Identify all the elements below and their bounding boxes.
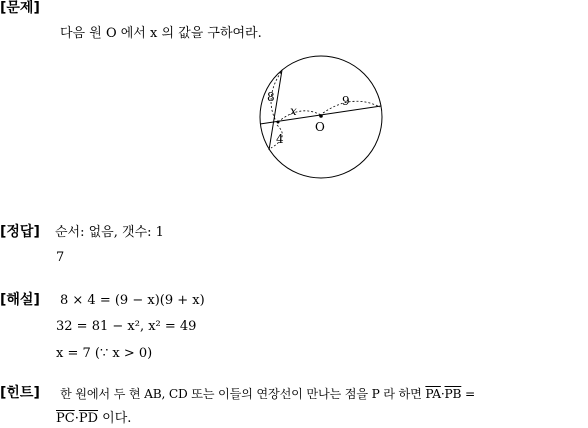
hint-label: [힌트] <box>0 385 40 401</box>
hint-line-1-text: 한 원에서 두 현 AB, CD 또는 이들의 연장선이 만나는 점을 P 라 하면 <box>60 387 426 401</box>
label-4: 4 <box>276 132 284 146</box>
solution-line-3: x = 7 (∵ x > 0) <box>56 346 153 361</box>
label-x: x <box>290 104 297 118</box>
equals-sign: = <box>461 387 475 401</box>
hint-line-2 <box>56 411 131 427</box>
segment-pb: $\overline{PB}$ <box>444 387 462 401</box>
problem-text: 다음 원 O 에서 x 의 값을 구하여라. <box>60 26 262 41</box>
hint-line-2-text: 이다. <box>98 411 132 426</box>
segment-pa: $\overline{PA}$ <box>425 387 441 401</box>
segment-pc: $\overline{PC}$ <box>56 411 75 426</box>
label-9: 9 <box>342 94 350 108</box>
problem-label: [문제] <box>0 0 40 16</box>
answer-meta: 순서: 없음, 갯수: 1 <box>55 225 164 240</box>
segment-pd: $\overline{PD}$ <box>78 411 99 426</box>
label-8: 8 <box>267 90 275 104</box>
answer-value: 7 <box>56 250 65 265</box>
solution-label: [해설] <box>0 292 40 308</box>
dot-operator-2: · <box>74 411 79 426</box>
dot-operator-1: · <box>440 387 445 401</box>
answer-label: [정답] <box>0 224 40 240</box>
hint-line-1 <box>60 386 475 402</box>
solution-line-2: 32 = 81 − x², x² = 49 <box>56 319 197 334</box>
circle-figure <box>0 0 588 180</box>
intersection-point <box>277 121 280 124</box>
label-O: O <box>315 120 325 134</box>
solution-line-1: 8 × 4 = (9 − x)(9 + x) <box>60 293 205 308</box>
center-point <box>319 114 323 118</box>
